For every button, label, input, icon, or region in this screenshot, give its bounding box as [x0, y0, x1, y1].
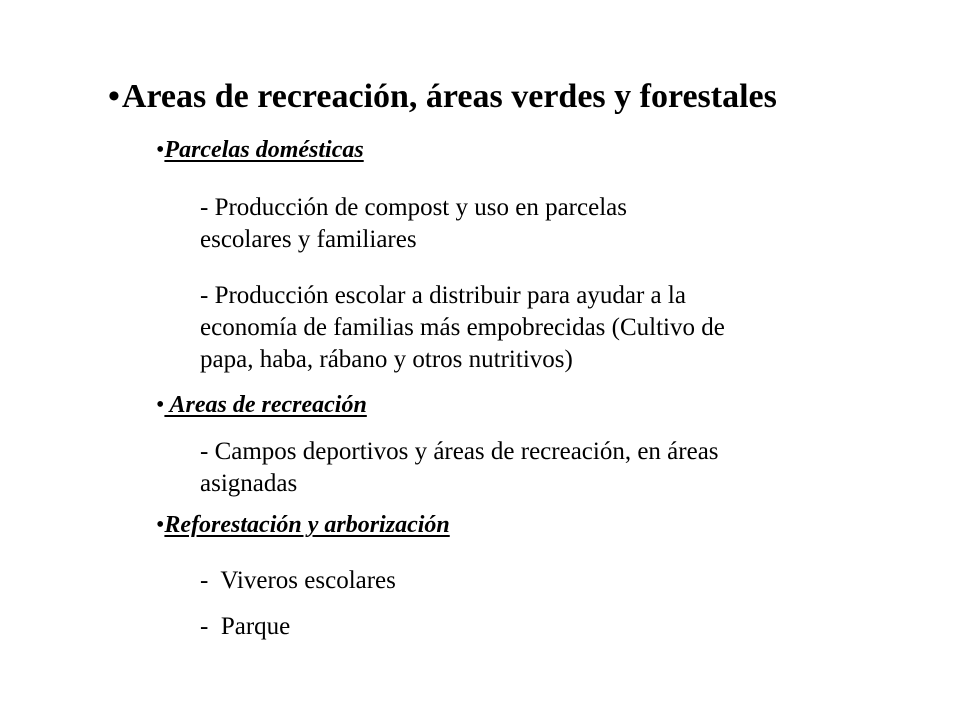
- detail-item-campos-deportivos: [200, 436, 719, 500]
- title-text: Areas de recreación, áreas verdes y forestales: [121, 78, 777, 115]
- detail-item-compost: [200, 192, 627, 256]
- detail-line: - Viveros escolares: [200, 567, 396, 594]
- detail-line: escolares y familiares: [200, 226, 417, 253]
- section-heading-areas-recreacion: [156, 392, 367, 419]
- section-heading-reforestacion: [156, 512, 450, 539]
- detail-line: - Campos deportivos y áreas de recreación, en áreas: [200, 438, 719, 465]
- detail-item-viveros: [200, 565, 396, 597]
- detail-line: asignadas: [200, 470, 298, 497]
- section-bullet: •: [156, 137, 165, 163]
- detail-item-produccion-escolar: [200, 280, 725, 376]
- section-bullet: •: [156, 512, 165, 538]
- detail-line: - Producción escolar a distribuir para ayudar a la: [200, 282, 686, 309]
- section-bullet: •: [156, 392, 165, 418]
- slide-title: [108, 78, 777, 116]
- section-heading-text: Parcelas domésticas: [164, 137, 364, 163]
- title-bullet: •: [108, 78, 120, 115]
- section-heading-parcelas: [156, 137, 364, 164]
- detail-line: papa, haba, rábano y otros nutritivos): [200, 346, 573, 373]
- section-heading-text: Reforestación y arborización: [164, 512, 450, 538]
- section-heading-text: Areas de recreación: [164, 392, 367, 418]
- detail-line: - Producción de compost y uso en parcelas: [200, 194, 627, 221]
- detail-item-parque: [200, 611, 290, 643]
- detail-line: economía de familias más empobrecidas (Cultivo de: [200, 314, 725, 341]
- detail-line: - Parque: [200, 613, 291, 640]
